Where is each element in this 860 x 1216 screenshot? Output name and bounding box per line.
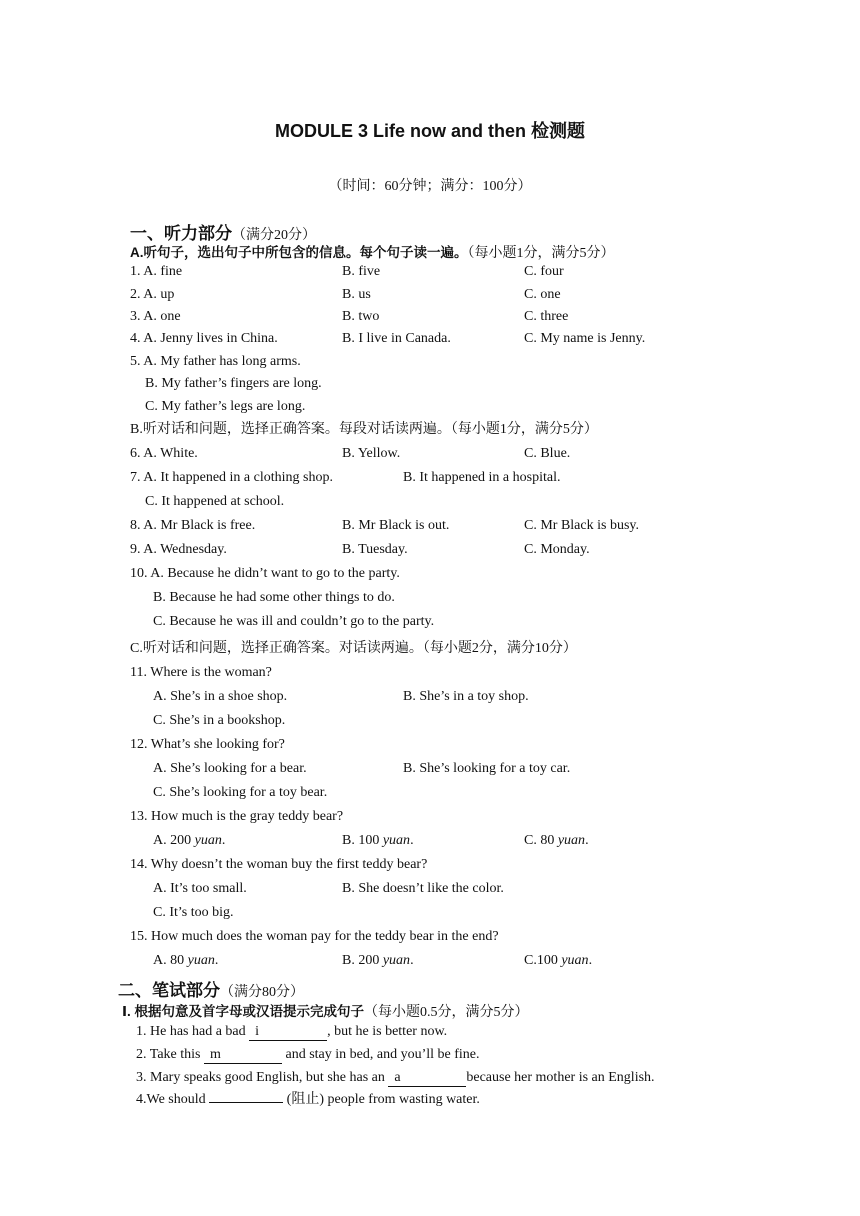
q13-option-b: B. 100 yuan.: [342, 833, 414, 848]
q14-option-b: B. She doesn’t like the color.: [342, 881, 504, 896]
q10-option-a: 10. A. Because he didn’t want to go to the party.: [130, 566, 400, 581]
instruction-i: [122, 1000, 529, 1021]
q15-option-b: B. 200 yuan.: [342, 953, 414, 968]
q11-option-b: B. She’s in a toy shop.: [403, 689, 529, 704]
fill-blank[interactable]: m: [204, 1047, 282, 1064]
q4-option-c: C. My name is Jenny.: [524, 331, 646, 346]
instruction-text: Ⅰ. 根据句意及首字母或汉语提示完成句子: [122, 1004, 365, 1019]
exam-meta: （时间：60分钟；满分：100分）: [328, 179, 532, 194]
sentence-4: 4.We should (阻止) people from wasting water.: [136, 1092, 480, 1107]
q3-option-b: B. two: [342, 309, 380, 324]
q11-option-a: A. She’s in a shoe shop.: [153, 689, 288, 704]
q6-option-c: C. Blue.: [524, 446, 571, 461]
instruction-text: A.听句子，选出句子中所包含的信息。每个句子读一遍。: [130, 245, 468, 260]
q3-option-a: 3. A. one: [130, 309, 181, 324]
q6-option-a: 6. A. White.: [130, 446, 198, 461]
q9-option-a: 9. A. Wednesday.: [130, 542, 227, 557]
q11-option-c: C. She’s in a bookshop.: [153, 713, 286, 728]
instruction-score: （每小题1分，满分5分）: [467, 246, 615, 261]
fill-blank[interactable]: a: [388, 1070, 466, 1087]
q5-option-b: B. My father’s fingers are long.: [145, 376, 322, 391]
fill-blank[interactable]: i: [249, 1024, 327, 1041]
q5-option-a: 5. A. My father has long arms.: [130, 354, 301, 369]
q1-option-a: 1. A. fine: [130, 264, 183, 279]
q7-option-b: B. It happened in a hospital.: [403, 470, 561, 485]
q8-option-b: B. Mr Black is out.: [342, 518, 450, 533]
q15-option-c: C.100 yuan.: [524, 953, 593, 968]
q13-option-c: C. 80 yuan.: [524, 833, 589, 848]
page-title: MODULE 3 Life now and then 检测题: [275, 121, 585, 141]
q1-option-b: B. five: [342, 264, 381, 279]
sentence-1: 1. He has had a bad i , but he is better now.: [136, 1024, 448, 1039]
fill-blank[interactable]: [209, 1102, 283, 1103]
q15-option-a: A. 80 yuan.: [153, 953, 219, 968]
q12-option-a: A. She’s looking for a bear.: [153, 761, 307, 776]
q13-question: 13. How much is the gray teddy bear?: [130, 809, 344, 824]
q12-option-c: C. She’s looking for a toy bear.: [153, 785, 328, 800]
q14-option-a: A. It’s too small.: [153, 881, 247, 896]
q8-option-a: 8. A. Mr Black is free.: [130, 518, 256, 533]
q3-option-c: C. three: [524, 309, 569, 324]
q5-option-c: C. My father’s legs are long.: [145, 399, 306, 414]
q10-option-b: B. Because he had some other things to do.: [153, 590, 395, 605]
q4-option-b: B. I live in Canada.: [342, 331, 451, 346]
section-score: （满分20分）: [232, 228, 316, 243]
q15-question: 15. How much does the woman pay for the teddy bear in the end?: [130, 929, 499, 944]
q7-option-c: C. It happened at school.: [145, 494, 285, 509]
sentence-3: 3. Mary speaks good English, but she has an a because her mother is an English.: [136, 1070, 655, 1085]
q9-option-b: B. Tuesday.: [342, 542, 408, 557]
q9-option-c: C. Monday.: [524, 542, 590, 557]
q12-option-b: B. She’s looking for a toy car.: [403, 761, 571, 776]
instruction-score: （每小题0.5分，满分5分）: [364, 1005, 529, 1020]
section-title: 二、笔试部分: [118, 981, 220, 1000]
q14-question: 14. Why doesn’t the woman buy the first teddy bear?: [130, 857, 428, 872]
q4-option-a: 4. A. Jenny lives in China.: [130, 331, 278, 346]
q2-option-b: B. us: [342, 287, 371, 302]
q6-option-b: B. Yellow.: [342, 446, 401, 461]
q8-option-c: C. Mr Black is busy.: [524, 518, 639, 533]
q14-option-c: C. It’s too big.: [153, 905, 234, 920]
q2-option-a: 2. A. up: [130, 287, 175, 302]
section-heading-written: [118, 976, 304, 1001]
q1-option-c: C. four: [524, 264, 564, 279]
q13-option-a: A. 200 yuan.: [153, 833, 226, 848]
sentence-2: 2. Take this m and stay in bed, and you’ll be fine.: [136, 1047, 480, 1062]
section-title: 一、听力部分: [130, 224, 232, 243]
instruction-a: [130, 241, 615, 262]
q2-option-c: C. one: [524, 287, 561, 302]
instruction-b: B.听对话和问题，选择正确答案。每段对话读两遍。（每小题1分，满分5分）: [130, 422, 598, 437]
q12-question: 12. What’s she looking for?: [130, 737, 285, 752]
instruction-c: C.听对话和问题，选择正确答案。对话读两遍。（每小题2分，满分10分）: [130, 641, 577, 656]
section-score: （满分80分）: [220, 985, 304, 1000]
q7-option-a: 7. A. It happened in a clothing shop.: [130, 470, 333, 485]
q10-option-c: C. Because he was ill and couldn’t go to the party.: [153, 614, 435, 629]
q11-question: 11. Where is the woman?: [130, 665, 272, 680]
